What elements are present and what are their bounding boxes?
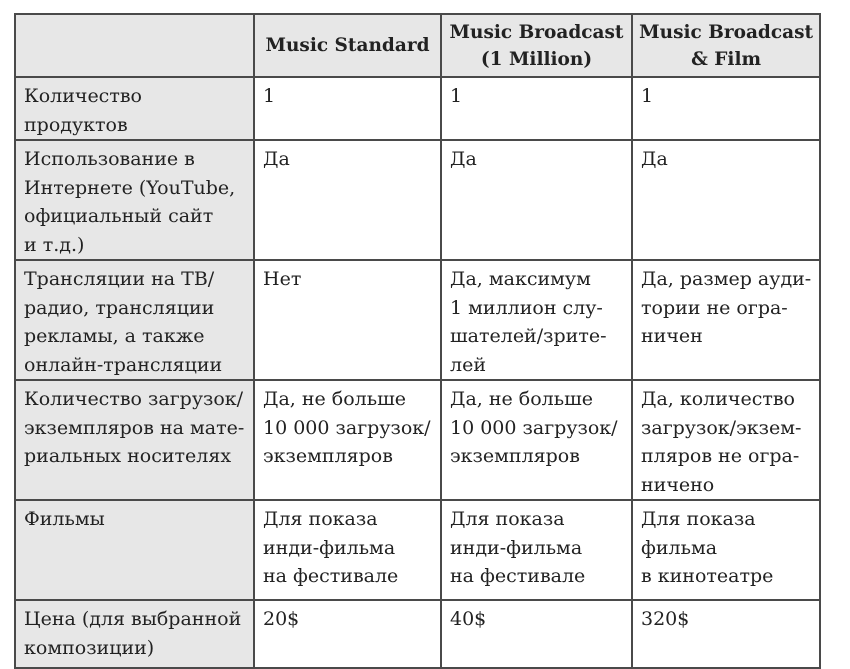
cell-line: 20$ [263,608,300,630]
cell-music-broadcast-film [632,77,820,140]
row-internet-usage [15,140,820,260]
header-music-standard [254,14,441,77]
cell-line: Да, не больше [450,388,594,410]
header-line: (1 Million) [480,48,593,70]
cell-line: пляров не огра- [641,445,800,467]
header-row [15,14,820,77]
row-label-line: Фильмы [24,508,105,530]
row-label-line: и т.д.) [24,233,85,256]
cell-music-standard [254,500,441,600]
row-label-line: Количество загрузок/ [24,388,244,410]
cell-music-broadcast-film [632,260,820,380]
cell-music-standard [254,77,441,140]
cell-music-broadcast-1-million [441,600,632,668]
cell-line: Для показа [641,508,756,530]
row-films [15,500,820,600]
header-line: Music Standard [265,35,430,56]
cell-line: экземпляров [450,445,580,467]
row-label-line: рекламы, а также [24,325,205,347]
cell-music-broadcast-1-million [441,380,632,500]
row-label-line: радио, трансляции [24,296,215,319]
row-label-line: продуктов [24,113,128,136]
cell-music-broadcast-film [632,600,820,668]
cell-line: 1 миллион слу- [450,296,603,319]
cell-line: Да, максимум [450,268,591,290]
cell-line: Да [641,148,668,170]
cell-line: 40$ [450,608,487,630]
cell-line: тории не огра- [641,296,788,319]
cell-music-broadcast-film [632,140,820,260]
cell-line: в кинотеатре [641,565,774,587]
header-empty-cell [15,14,254,77]
row-broadcasts [15,260,820,380]
table-body [15,77,820,668]
cell-line: ничен [641,325,703,347]
cell-line: 10 000 загрузок/ [263,416,431,439]
cell-line: Да, количество [641,388,795,410]
cell-music-broadcast-1-million [441,260,632,380]
cell-line: 10 000 загрузок/ [450,416,618,439]
row-label-line: экземпляров на мате- [24,416,245,439]
row-label-line: Интернете (YouTube, [24,176,236,199]
header-line: Music Broadcast [639,21,814,43]
cell-music-broadcast-1-million [441,140,632,260]
cell-line: Для показа [450,508,565,530]
row-label [15,77,254,140]
cell-music-broadcast-film [632,500,820,600]
row-label [15,600,254,668]
cell-music-broadcast-1-million [441,500,632,600]
cell-line: фильма [641,536,718,559]
cell-line: 1 [450,85,463,107]
cell-music-broadcast-film [632,380,820,500]
header-music-broadcast-film [632,14,820,77]
cell-line: Да, размер ауди- [641,268,812,290]
cell-music-broadcast-1-million [441,77,632,140]
row-label-line: Использование в [24,148,195,170]
cell-line: 1 [263,85,276,107]
cell-line: лей [450,353,486,376]
cell-line: Для показа [263,508,378,530]
cell-line: ничено [641,473,715,496]
header-music-broadcast-1-million [441,14,632,77]
row-label-line: Цена (для выбранной [24,608,242,630]
row-downloads-copies [15,380,820,500]
cell-line: Да [263,148,290,170]
cell-music-standard [254,380,441,500]
cell-music-standard [254,600,441,668]
cell-line: экземпляров [263,445,393,467]
row-label-line: риальных носителях [24,445,232,467]
cell-line: Нет [263,268,302,290]
cell-line: Да, не больше [263,388,407,410]
cell-line: инди-фильма [263,536,396,559]
license-comparison-table [14,13,821,669]
row-label-line: Количество [24,85,142,107]
cell-line: инди-фильма [450,536,583,559]
cell-line: Да [450,148,477,170]
row-product-count [15,77,820,140]
cell-line: на фестивале [263,565,399,587]
row-label-line: официальный сайт [24,205,214,227]
row-label-line: онлайн-трансляции [24,353,223,376]
header-line: Music Broadcast [449,21,624,43]
row-label [15,500,254,600]
row-label [15,380,254,500]
row-label-line: композиции) [24,636,155,659]
row-price [15,600,820,668]
cell-music-standard [254,260,441,380]
row-label [15,140,254,260]
row-label [15,260,254,380]
cell-line: 320$ [641,608,690,630]
cell-line: 1 [641,85,654,107]
cell-music-standard [254,140,441,260]
header-line: & Film [691,48,762,70]
cell-line: на фестивале [450,565,586,587]
cell-line: шателей/зрите- [450,325,607,347]
cell-line: загрузок/экзем- [641,416,802,439]
row-label-line: Трансляции на ТВ/ [24,268,215,290]
